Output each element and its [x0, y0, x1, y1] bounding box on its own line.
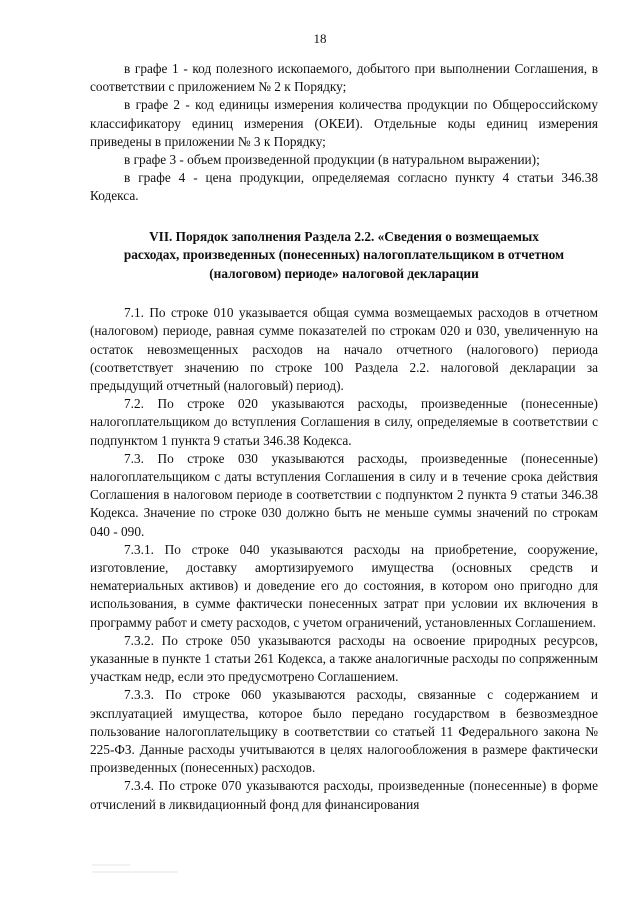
paragraph-column-1: в графе 1 - код полезного ископаемого, добытого при выполнении Соглашения, в соответствии с приложением № 2 к Порядку; [90, 61, 598, 95]
paragraph-7-3-1: 7.3.1. По строке 040 указываются расходы на приобретение, сооружение, изготовление, доставку амортизируемого имущества (основных средств и нематериальных активов) и доведение его до состояния, в котором оно пригодно для использования, в сумме фактически понесенных затрат при условии их включения в программу работ и смету расходов, с учетом ограничений, установленных Соглашением. [90, 541, 598, 630]
paragraph-7-3-3: 7.3.3. По строке 060 указываются расходы, связанные с содержанием и эксплуатацией имущества, которое было передано государством в безвозмездное пользование налогоплательщику в соответствии со статьей 11 Федерального закона № 225-ФЗ. Данные расходы учитываются в целях налогообложения в размере фактически произведенных (понесенных) расходов. [90, 687, 598, 776]
paragraph-column-2: в графе 2 - код единицы измерения количества продукции по Общероссийскому классификатору единиц измерения (ОКЕИ). Отдельные коды единиц измерения приведены в приложении № 3 к Порядку; [90, 97, 598, 149]
paragraph-7-3-2: 7.3.2. По строке 050 указываются расходы на освоение природных ресурсов, указанные в пункте 1 статьи 261 Кодекса, а также аналогичные расходы по сопряженным участкам недр, если это предусмотрено Соглашением. [90, 632, 598, 685]
paragraph-7-3: 7.3. По строке 030 указываются расходы, произведенные (понесенные) налогоплательщиком с даты вступления Соглашения в силу и в течение срока действия Соглашения в налоговом периоде в соответствии с подпунктом 2 пункта 9 статьи 346.38 Кодекса. Значение по строке 030 должно быть не меньше суммы значений по строкам 040 - 090. [90, 450, 598, 539]
paragraph-7-3-4: 7.3.4. По строке 070 указываются расходы, произведенные (понесенные) в форме отчислений в ликвидационный фонд для финансирования [90, 778, 598, 812]
page-number: 18 [313, 31, 327, 46]
paragraph-7-2: 7.2. По строке 020 указываются расходы, произведенные (понесенные) налогоплательщиком до вступления Соглашения в силу, определяемые в соответствии с подпунктом 1 пункта 9 статьи 346.38 Кодекса. [90, 396, 598, 448]
document-body [90, 60, 598, 814]
stamp-marks-icon [90, 862, 180, 876]
section-heading-line-3: (налоговом) периоде» налоговой декларации [209, 265, 479, 281]
section-heading-line-2: расходах, произведенных (понесенных) налогоплательщиком в отчетном [123, 247, 565, 263]
section-heading-line-1: VII. Порядок заполнения Раздела 2.2. «Сведения о возмещаемых [149, 228, 539, 244]
paragraph-column-3: в графе 3 - объем произведенной продукции (в натуральном выражении); [124, 152, 540, 168]
paragraph-column-4: в графе 4 - цена продукции, определяемая согласно пункту 4 статьи 346.38 Кодекса. [90, 170, 598, 204]
paragraph-7-1: 7.1. По строке 010 указывается общая сумма возмещаемых расходов в отчетном (налоговом) периоде, равная сумме показателей по строкам 020 и 030, увеличенную на остаток невозмещенных расходов на начало отчетного (налогового) периода (соответствует значению по строке 100 Раздела 2.2. налоговой декларации за предыдущий отчетный (налоговый) период). [90, 305, 598, 393]
section-heading [90, 228, 598, 284]
faint-footer-stamp [90, 862, 180, 879]
